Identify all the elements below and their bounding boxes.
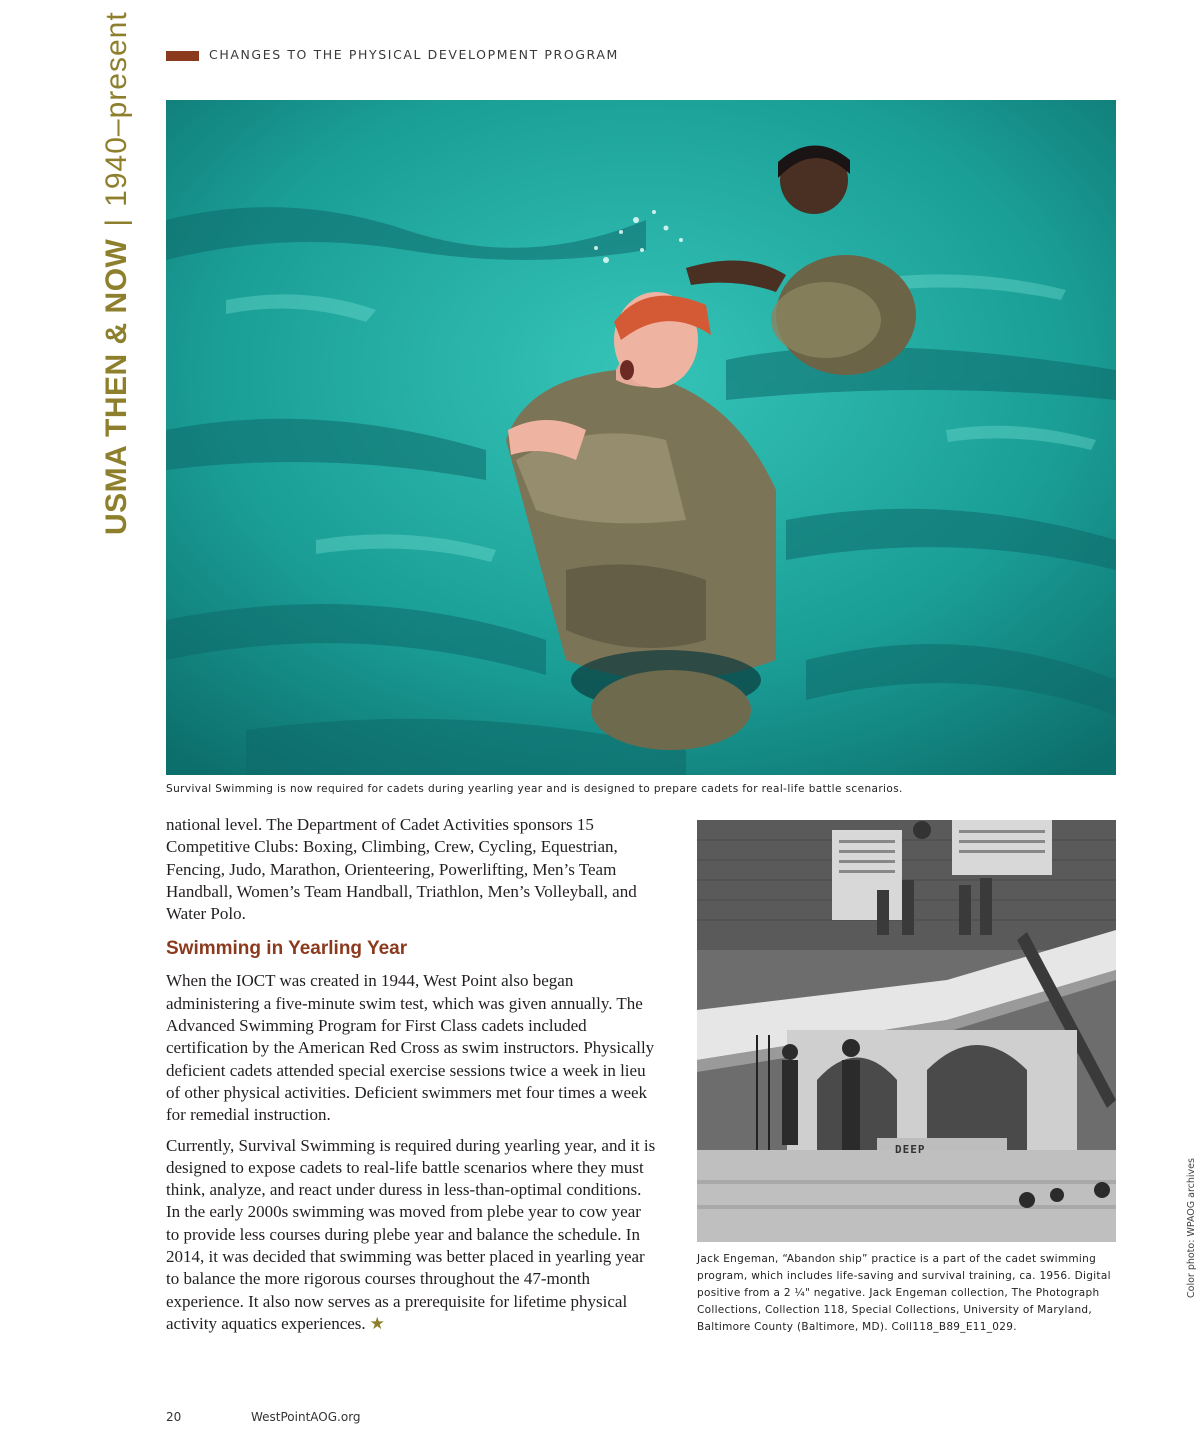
paragraph-1: When the IOCT was created in 1944, West Point also began administering a five-minute swim test, which was given annually. The Advanced Swimming Program for First Class cadets included certification by the American Red Cross as swim instructors. Physically deficient cadets attended special exercise sessions twice a week in lieu of other physical activities. Deficient swimmers met four times a week for remedial instruction. — [166, 971, 655, 1125]
intro-paragraph: national level. The Department of Cadet Activities sponsors 15 Competitive Clubs: Boxing, Climbing, Crew, Cycling, Equestrian, Fencing, Judo, Marathon, Orienteering, Powerlifting, Men’s Team Handball, Women’s Team Handball, Triathlon, Men’s Volleyball, and Water Polo. — [166, 815, 637, 924]
side-title-main: USMA THEN & NOW — [100, 238, 133, 535]
side-title-separator: | — [100, 218, 133, 227]
survival-swimming-photo — [166, 100, 1116, 775]
paragraph-2 — [166, 1135, 656, 1336]
page-number: 20 — [166, 1410, 182, 1424]
bw-photo-caption: Jack Engeman, “Abandon ship” practice is a part of the cadet swimming program, which includes life-saving and survival training, ca. 1956. Digital positive from a 2 ¼" negative. Jack Engeman collection, The Photograph Collections, Collection 118, Special Collections, University of Maryland, Baltimore County (Baltimore, MD). Coll118_B89_E11_029. — [697, 1253, 1111, 1333]
paragraph-2-text: Currently, Survival Swimming is required during yearling year, and it is designed to expose cadets to real-life battle scenarios where they must think, analyze, and react under duress in less-than-optimal conditions. In the early 2000s swimming was moved from plebe year to cow year to provide less courses during plebe year and balance the schedule. In 2014, it was decided that swimming was better placed in yearling year to balance the more rigorous courses throughout the 47-month experience. It also now serves as a prerequisite for lifetime physical activity aquatics experiences. — [166, 1135, 656, 1333]
section-color-bar — [166, 51, 199, 61]
side-title-era: 1940–present — [100, 11, 133, 207]
main-photo-caption: Survival Swimming is now required for cadets during yearling year and is designed to prepare cadets for real-life battle scenarios. — [166, 783, 903, 795]
article-body — [166, 814, 656, 1343]
photo-credit: Color photo: WPAOG archives — [1186, 1158, 1197, 1298]
side-title — [100, 11, 134, 535]
footer-website: WestPointAOG.org — [251, 1410, 361, 1424]
abandon-ship-photo — [697, 820, 1116, 1242]
section-label: CHANGES TO THE PHYSICAL DEVELOPMENT PROGRAM — [209, 47, 619, 62]
end-star-icon: ★ — [369, 1313, 385, 1333]
section-heading: Swimming in Yearling Year — [166, 938, 408, 960]
pool-depth-sign: DEEP — [895, 1143, 926, 1156]
